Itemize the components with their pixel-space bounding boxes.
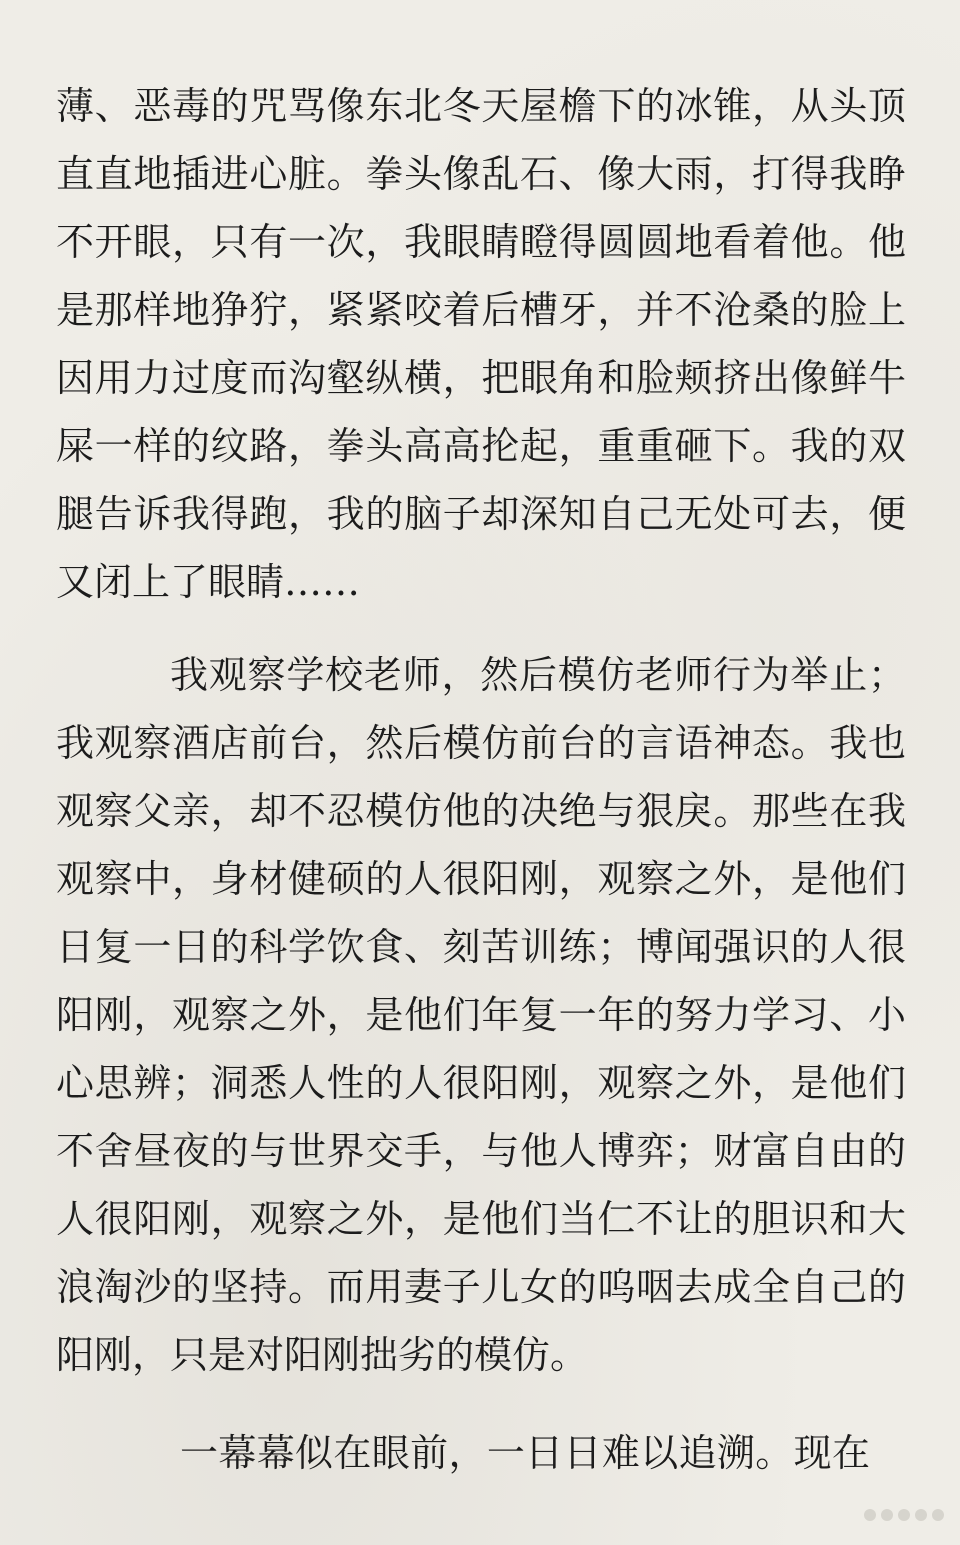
watermark-dot [881,1509,893,1521]
text-line: 人很阳刚，观察之外，是他们当仁不让的胆识和大 [56,1197,906,1241]
watermark-dot [864,1509,876,1521]
text-line: 日复一日的科学饮食、刻苦训练；博闻强识的人很 [56,925,906,969]
watermark-dot [898,1509,910,1521]
watermark-dot [915,1509,927,1521]
watermark [840,1503,944,1527]
paragraph-spacer [56,1389,906,1419]
text-line: 直直地插进心脏。拳头像乱石、像大雨，打得我睁 [56,152,906,196]
text-line: 观察中，身材健硕的人很阳刚，观察之外，是他们 [56,857,906,901]
text-line: 又闭上了眼睛…… [56,560,361,604]
text-line: 我观察酒店前台，然后模仿前台的言语神态。我也 [56,721,906,765]
paragraph-1 [56,72,906,616]
text-line: 因用力过度而沟壑纵横，把眼角和脸颊挤出像鲜牛 [56,356,906,400]
text-line: 观察父亲，却不忍模仿他的决绝与狠戾。那些在我 [56,789,906,833]
text-line: 不舍昼夜的与世界交手，与他人博弈；财富自由的 [56,1129,906,1173]
paragraph-2 [56,641,906,1389]
text-line: 阳刚，观察之外，是他们年复一年的努力学习、小 [56,993,906,1037]
paragraph-3 [56,1419,906,1487]
text-line: 心思辨；洞悉人性的人很阳刚，观察之外，是他们 [56,1061,906,1105]
text-line: 薄、恶毒的咒骂像东北冬天屋檐下的冰锥，从头顶 [56,84,906,128]
text-line: 不开眼，只有一次，我眼睛瞪得圆圆地看着他。他 [56,220,906,264]
text-line: 一幕幕似在眼前，一日日难以追溯。现在 [180,1431,870,1475]
text-line: 是那样地狰狞，紧紧咬着后槽牙，并不沧桑的脸上 [56,288,906,332]
text-line: 腿告诉我得跑，我的脑子却深知自己无处可去，便 [56,492,906,536]
text-line: 屎一样的纹路，拳头高高抡起，重重砸下。我的双 [56,424,906,468]
watermark-dot [932,1509,944,1521]
text-line: 阳刚，只是对阳刚拙劣的模仿。 [56,1333,589,1377]
essay-text [56,72,906,1487]
text-line: 我观察学校老师，然后模仿老师行为举止； [170,653,906,697]
text-line: 浪淘沙的坚持。而用妻子儿女的呜咽去成全自己的 [56,1265,906,1309]
paragraph-spacer [56,616,906,641]
